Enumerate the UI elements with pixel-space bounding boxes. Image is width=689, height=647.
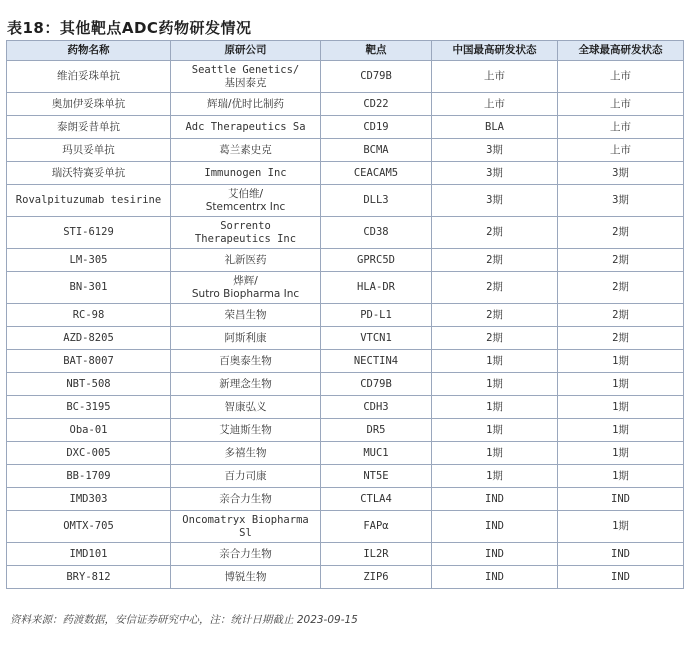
target-cell: CD38 [321, 217, 432, 249]
company-cell: Immunogen Inc [171, 162, 321, 185]
table-row [7, 373, 684, 396]
target-cell: BCMA [321, 139, 432, 162]
table-body [7, 61, 684, 589]
global-status-cell: 上市 [558, 93, 684, 116]
drug-name-cell: IMD303 [7, 488, 171, 511]
target-cell: CD79B [321, 61, 432, 93]
company-cell: Adc Therapeutics Sa [171, 116, 321, 139]
company-cell: 多禧生物 [171, 442, 321, 465]
global-status-cell: 1期 [558, 511, 684, 543]
global-status-cell: 2期 [558, 249, 684, 272]
global-status-cell: 1期 [558, 465, 684, 488]
china-status-cell: 2期 [432, 217, 558, 249]
company-cell: 百奥泰生物 [171, 350, 321, 373]
drug-name-cell: DXC-005 [7, 442, 171, 465]
drug-name-cell: NBT-508 [7, 373, 171, 396]
company-cell: 艾迪斯生物 [171, 419, 321, 442]
china-status-cell: BLA [432, 116, 558, 139]
global-status-cell: 3期 [558, 162, 684, 185]
china-status-cell: IND [432, 566, 558, 589]
global-status-cell: 2期 [558, 217, 684, 249]
table-row [7, 350, 684, 373]
global-status-cell: 2期 [558, 304, 684, 327]
drug-name-cell: 瑞沃特赛妥单抗 [7, 162, 171, 185]
table-row [7, 249, 684, 272]
drug-name-cell: RC-98 [7, 304, 171, 327]
drug-name-cell: OMTX-705 [7, 511, 171, 543]
table-row [7, 327, 684, 350]
china-status-cell: 3期 [432, 185, 558, 217]
company-cell: 烨辉/ Sutro Biopharma Inc [171, 272, 321, 304]
target-cell: IL2R [321, 543, 432, 566]
global-status-cell: IND [558, 543, 684, 566]
global-status-cell: 1期 [558, 442, 684, 465]
table-row [7, 139, 684, 162]
header-global-highest-status: 全球最高研发状态 [558, 41, 684, 61]
company-cell: 礼新医药 [171, 249, 321, 272]
company-cell: 百力司康 [171, 465, 321, 488]
table-row [7, 93, 684, 116]
drug-name-cell: STI-6129 [7, 217, 171, 249]
china-status-cell: IND [432, 511, 558, 543]
global-status-cell: 1期 [558, 396, 684, 419]
table-row [7, 272, 684, 304]
global-status-cell: 上市 [558, 116, 684, 139]
table-row [7, 465, 684, 488]
drug-name-cell: BAT-8007 [7, 350, 171, 373]
company-cell: 辉瑞/优时比制药 [171, 93, 321, 116]
table-row [7, 116, 684, 139]
target-cell: ZIP6 [321, 566, 432, 589]
target-cell: FAPα [321, 511, 432, 543]
table-row [7, 217, 684, 249]
table-header-row [7, 41, 684, 61]
drug-name-cell: 泰朗妥昔单抗 [7, 116, 171, 139]
drug-name-cell: 维泊妥珠单抗 [7, 61, 171, 93]
company-cell: 博锐生物 [171, 566, 321, 589]
target-cell: CEACAM5 [321, 162, 432, 185]
china-status-cell: 上市 [432, 61, 558, 93]
target-cell: NT5E [321, 465, 432, 488]
global-status-cell: 1期 [558, 350, 684, 373]
table-row [7, 511, 684, 543]
header-china-highest-status: 中国最高研发状态 [432, 41, 558, 61]
table-row [7, 419, 684, 442]
table-row [7, 304, 684, 327]
company-cell: 荣昌生物 [171, 304, 321, 327]
china-status-cell: 2期 [432, 249, 558, 272]
company-cell: 新理念生物 [171, 373, 321, 396]
drug-name-cell: BN-301 [7, 272, 171, 304]
target-cell: CTLA4 [321, 488, 432, 511]
company-cell: 葛兰素史克 [171, 139, 321, 162]
table-row [7, 162, 684, 185]
drug-name-cell: Rovalpituzumab tesirine [7, 185, 171, 217]
global-status-cell: IND [558, 566, 684, 589]
china-status-cell: 3期 [432, 139, 558, 162]
china-status-cell: 1期 [432, 465, 558, 488]
china-status-cell: IND [432, 543, 558, 566]
table-row [7, 442, 684, 465]
target-cell: MUC1 [321, 442, 432, 465]
china-status-cell: 1期 [432, 442, 558, 465]
drug-name-cell: AZD-8205 [7, 327, 171, 350]
global-status-cell: 2期 [558, 327, 684, 350]
target-cell: PD-L1 [321, 304, 432, 327]
table-row [7, 543, 684, 566]
table-row [7, 488, 684, 511]
header-target: 靶点 [321, 41, 432, 61]
drug-name-cell: 玛贝妥单抗 [7, 139, 171, 162]
company-cell: Seattle Genetics/ 基因泰克 [171, 61, 321, 93]
drug-name-cell: BB-1709 [7, 465, 171, 488]
company-cell: Sorrento Therapeutics Inc [171, 217, 321, 249]
company-cell: 阿斯利康 [171, 327, 321, 350]
target-cell: NECTIN4 [321, 350, 432, 373]
china-status-cell: 2期 [432, 304, 558, 327]
china-status-cell: 1期 [432, 350, 558, 373]
drug-name-cell: Oba-01 [7, 419, 171, 442]
table-row [7, 61, 684, 93]
source-note: 资料来源：药渡数据，安信证券研究中心，注：统计日期截止 2023-09-15 [10, 614, 358, 626]
company-cell: 艾伯维/ Stemcentrx Inc [171, 185, 321, 217]
target-cell: HLA-DR [321, 272, 432, 304]
china-status-cell: IND [432, 488, 558, 511]
drug-name-cell: BRY-812 [7, 566, 171, 589]
adc-drug-table [6, 40, 684, 589]
drug-name-cell: LM-305 [7, 249, 171, 272]
global-status-cell: 1期 [558, 373, 684, 396]
table-row [7, 396, 684, 419]
target-cell: CD19 [321, 116, 432, 139]
target-cell: DR5 [321, 419, 432, 442]
global-status-cell: 上市 [558, 61, 684, 93]
company-cell: 亲合力生物 [171, 543, 321, 566]
china-status-cell: 2期 [432, 327, 558, 350]
global-status-cell: 1期 [558, 419, 684, 442]
global-status-cell: 上市 [558, 139, 684, 162]
global-status-cell: IND [558, 488, 684, 511]
global-status-cell: 3期 [558, 185, 684, 217]
target-cell: CDH3 [321, 396, 432, 419]
target-cell: DLL3 [321, 185, 432, 217]
china-status-cell: 2期 [432, 272, 558, 304]
china-status-cell: 1期 [432, 419, 558, 442]
company-cell: 智康弘义 [171, 396, 321, 419]
drug-name-cell: 奥加伊妥珠单抗 [7, 93, 171, 116]
global-status-cell: 2期 [558, 272, 684, 304]
china-status-cell: 上市 [432, 93, 558, 116]
header-drug-name: 药物名称 [7, 41, 171, 61]
table-title: 表18：其他靶点ADC药物研发情况 [7, 19, 252, 37]
header-originator-company: 原研公司 [171, 41, 321, 61]
company-cell: 亲合力生物 [171, 488, 321, 511]
company-cell: Oncomatryx Biopharma Sl [171, 511, 321, 543]
target-cell: VTCN1 [321, 327, 432, 350]
target-cell: CD22 [321, 93, 432, 116]
china-status-cell: 3期 [432, 162, 558, 185]
drug-name-cell: IMD101 [7, 543, 171, 566]
target-cell: CD79B [321, 373, 432, 396]
table-row [7, 185, 684, 217]
china-status-cell: 1期 [432, 396, 558, 419]
target-cell: GPRC5D [321, 249, 432, 272]
drug-name-cell: BC-3195 [7, 396, 171, 419]
china-status-cell: 1期 [432, 373, 558, 396]
table-row [7, 566, 684, 589]
